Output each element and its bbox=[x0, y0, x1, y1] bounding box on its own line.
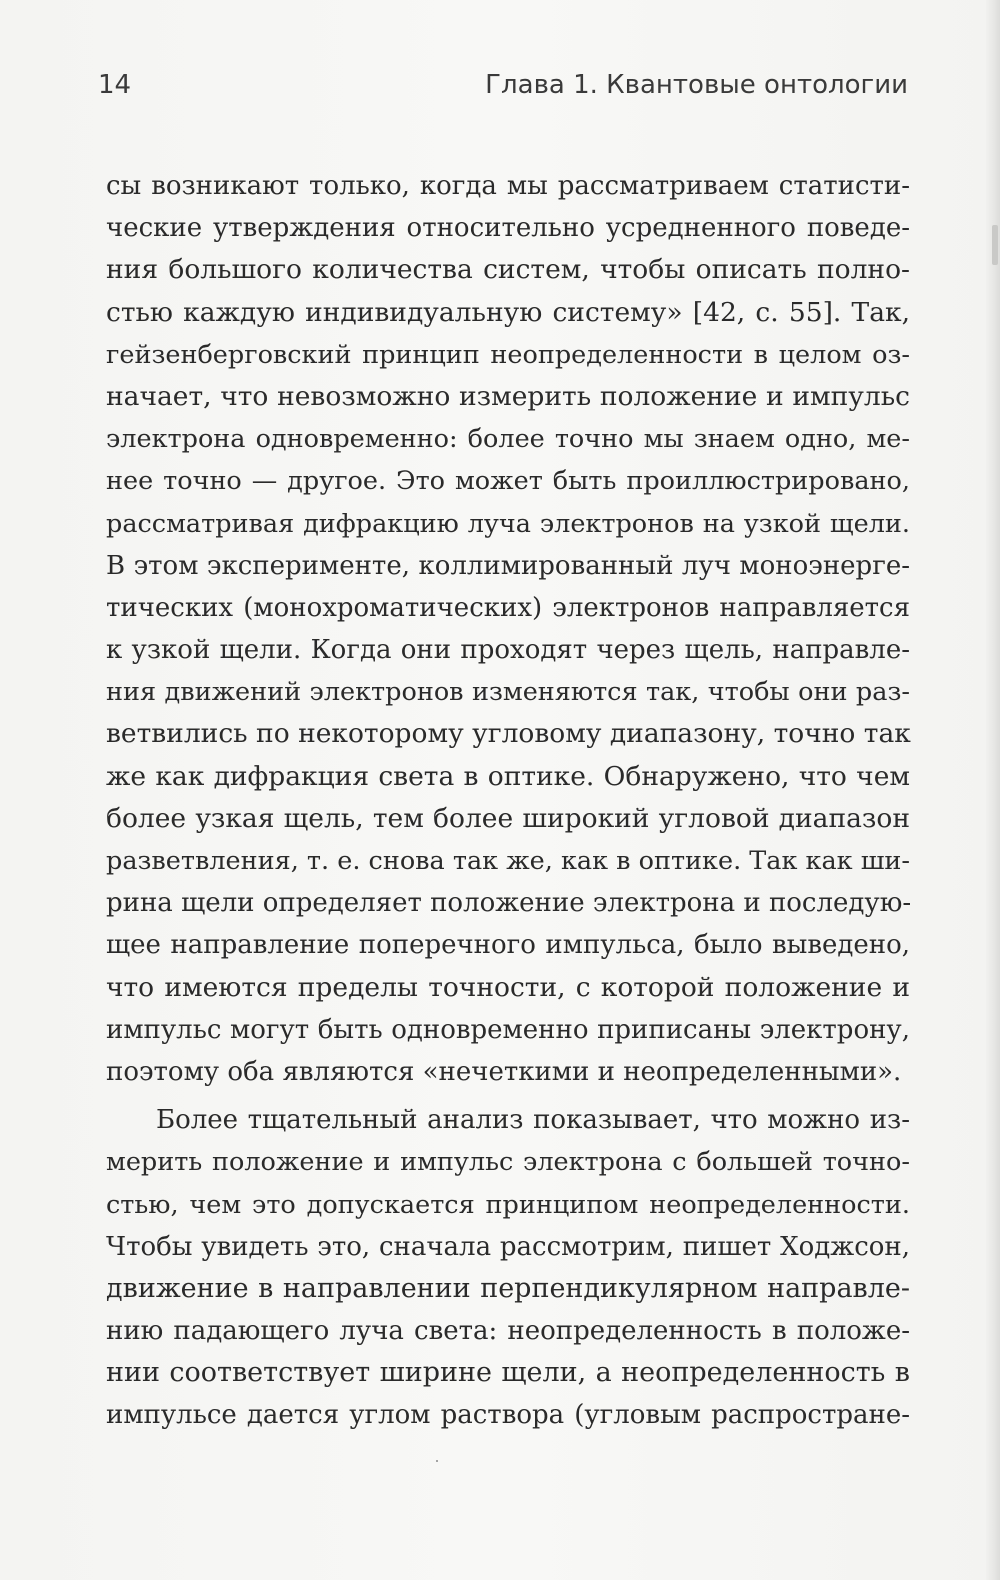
text-line: что имеются пределы точности, с которой положение и bbox=[106, 971, 910, 1003]
text-line: мерить положение и импульс электрона с большей точно- bbox=[106, 1147, 910, 1178]
page-edge-mark bbox=[992, 225, 998, 265]
text-line: нее точно — другое. Это может быть проиллюстрировано, bbox=[106, 466, 910, 497]
text-line: стью, чем это допускается принципом неопределенности. bbox=[106, 1189, 910, 1220]
running-head bbox=[98, 70, 908, 110]
text-line: же как дифракция света в оптике. Обнаружено, что чем bbox=[106, 760, 910, 792]
text-line: ния большого количества систем, чтобы описать полно- bbox=[106, 254, 910, 286]
text-line: начает, что невозможно измерить положение и импульс bbox=[106, 380, 910, 412]
page-edge-shadow bbox=[986, 0, 1000, 1580]
body-text bbox=[106, 165, 910, 1437]
text-line: разветвления, т. е. снова так же, как в оптике. Так как ши- bbox=[106, 846, 911, 876]
text-line: рассматривая дифракцию луча электронов на узкой щели. bbox=[106, 508, 910, 539]
text-line: Чтобы увидеть это, сначала рассмотрим, пишет Ходжсон, bbox=[106, 1231, 910, 1262]
text-line: рина щели определяет положение электрона и последую- bbox=[106, 888, 912, 919]
text-line: щее направление поперечного импульса, было выведено, bbox=[106, 930, 910, 961]
text-line: стью каждую индивидуальную систему» [42, с. 55]. Так, bbox=[106, 296, 910, 328]
paragraph bbox=[106, 1099, 910, 1437]
chapter-title: Глава 1. Квантовые онтологии bbox=[485, 70, 908, 100]
text-line: сы возникают только, когда мы рассматриваем статисти- bbox=[106, 171, 910, 201]
page-number: 14 bbox=[98, 70, 132, 100]
text-line: к узкой щели. Когда они проходят через щель, направле- bbox=[106, 635, 910, 666]
text-line: нии соответствует ширине щели, а неопределенность в bbox=[106, 1357, 910, 1389]
paragraph bbox=[106, 165, 910, 1093]
print-speck bbox=[436, 1460, 438, 1462]
text-line: Более тщательный анализ показывает, что можно из- bbox=[156, 1105, 910, 1136]
text-line: более узкая щель, тем более широкий угловой диапазон bbox=[106, 802, 910, 834]
text-line: ния движений электронов изменяются так, чтобы они раз- bbox=[106, 677, 910, 708]
text-line: гейзенберговский принцип неопределенности в целом оз- bbox=[106, 339, 910, 370]
text-line: нию падающего луча света: неопределенность в положе- bbox=[106, 1316, 910, 1347]
text-line: импульс могут быть одновременно приписаны электрону, bbox=[106, 1014, 910, 1045]
text-line: тических (монохроматических) электронов направляется bbox=[106, 592, 910, 623]
text-line: поэтому оба являются «нечеткими и неопределенными». bbox=[106, 1056, 902, 1087]
text-line: ветвились по некоторому угловому диапазону, точно так bbox=[106, 718, 911, 750]
text-line: ческие утверждения относительно усредненного поведе- bbox=[106, 213, 910, 244]
text-line: В этом эксперименте, коллимированный луч моноэнерге- bbox=[106, 550, 910, 581]
text-line: движение в направлении перпендикулярном направле- bbox=[106, 1272, 910, 1304]
text-line: импульсе дается углом раствора (угловым распростране- bbox=[106, 1400, 910, 1431]
text-line: электрона одновременно: более точно мы знаем одно, ме- bbox=[106, 424, 910, 455]
